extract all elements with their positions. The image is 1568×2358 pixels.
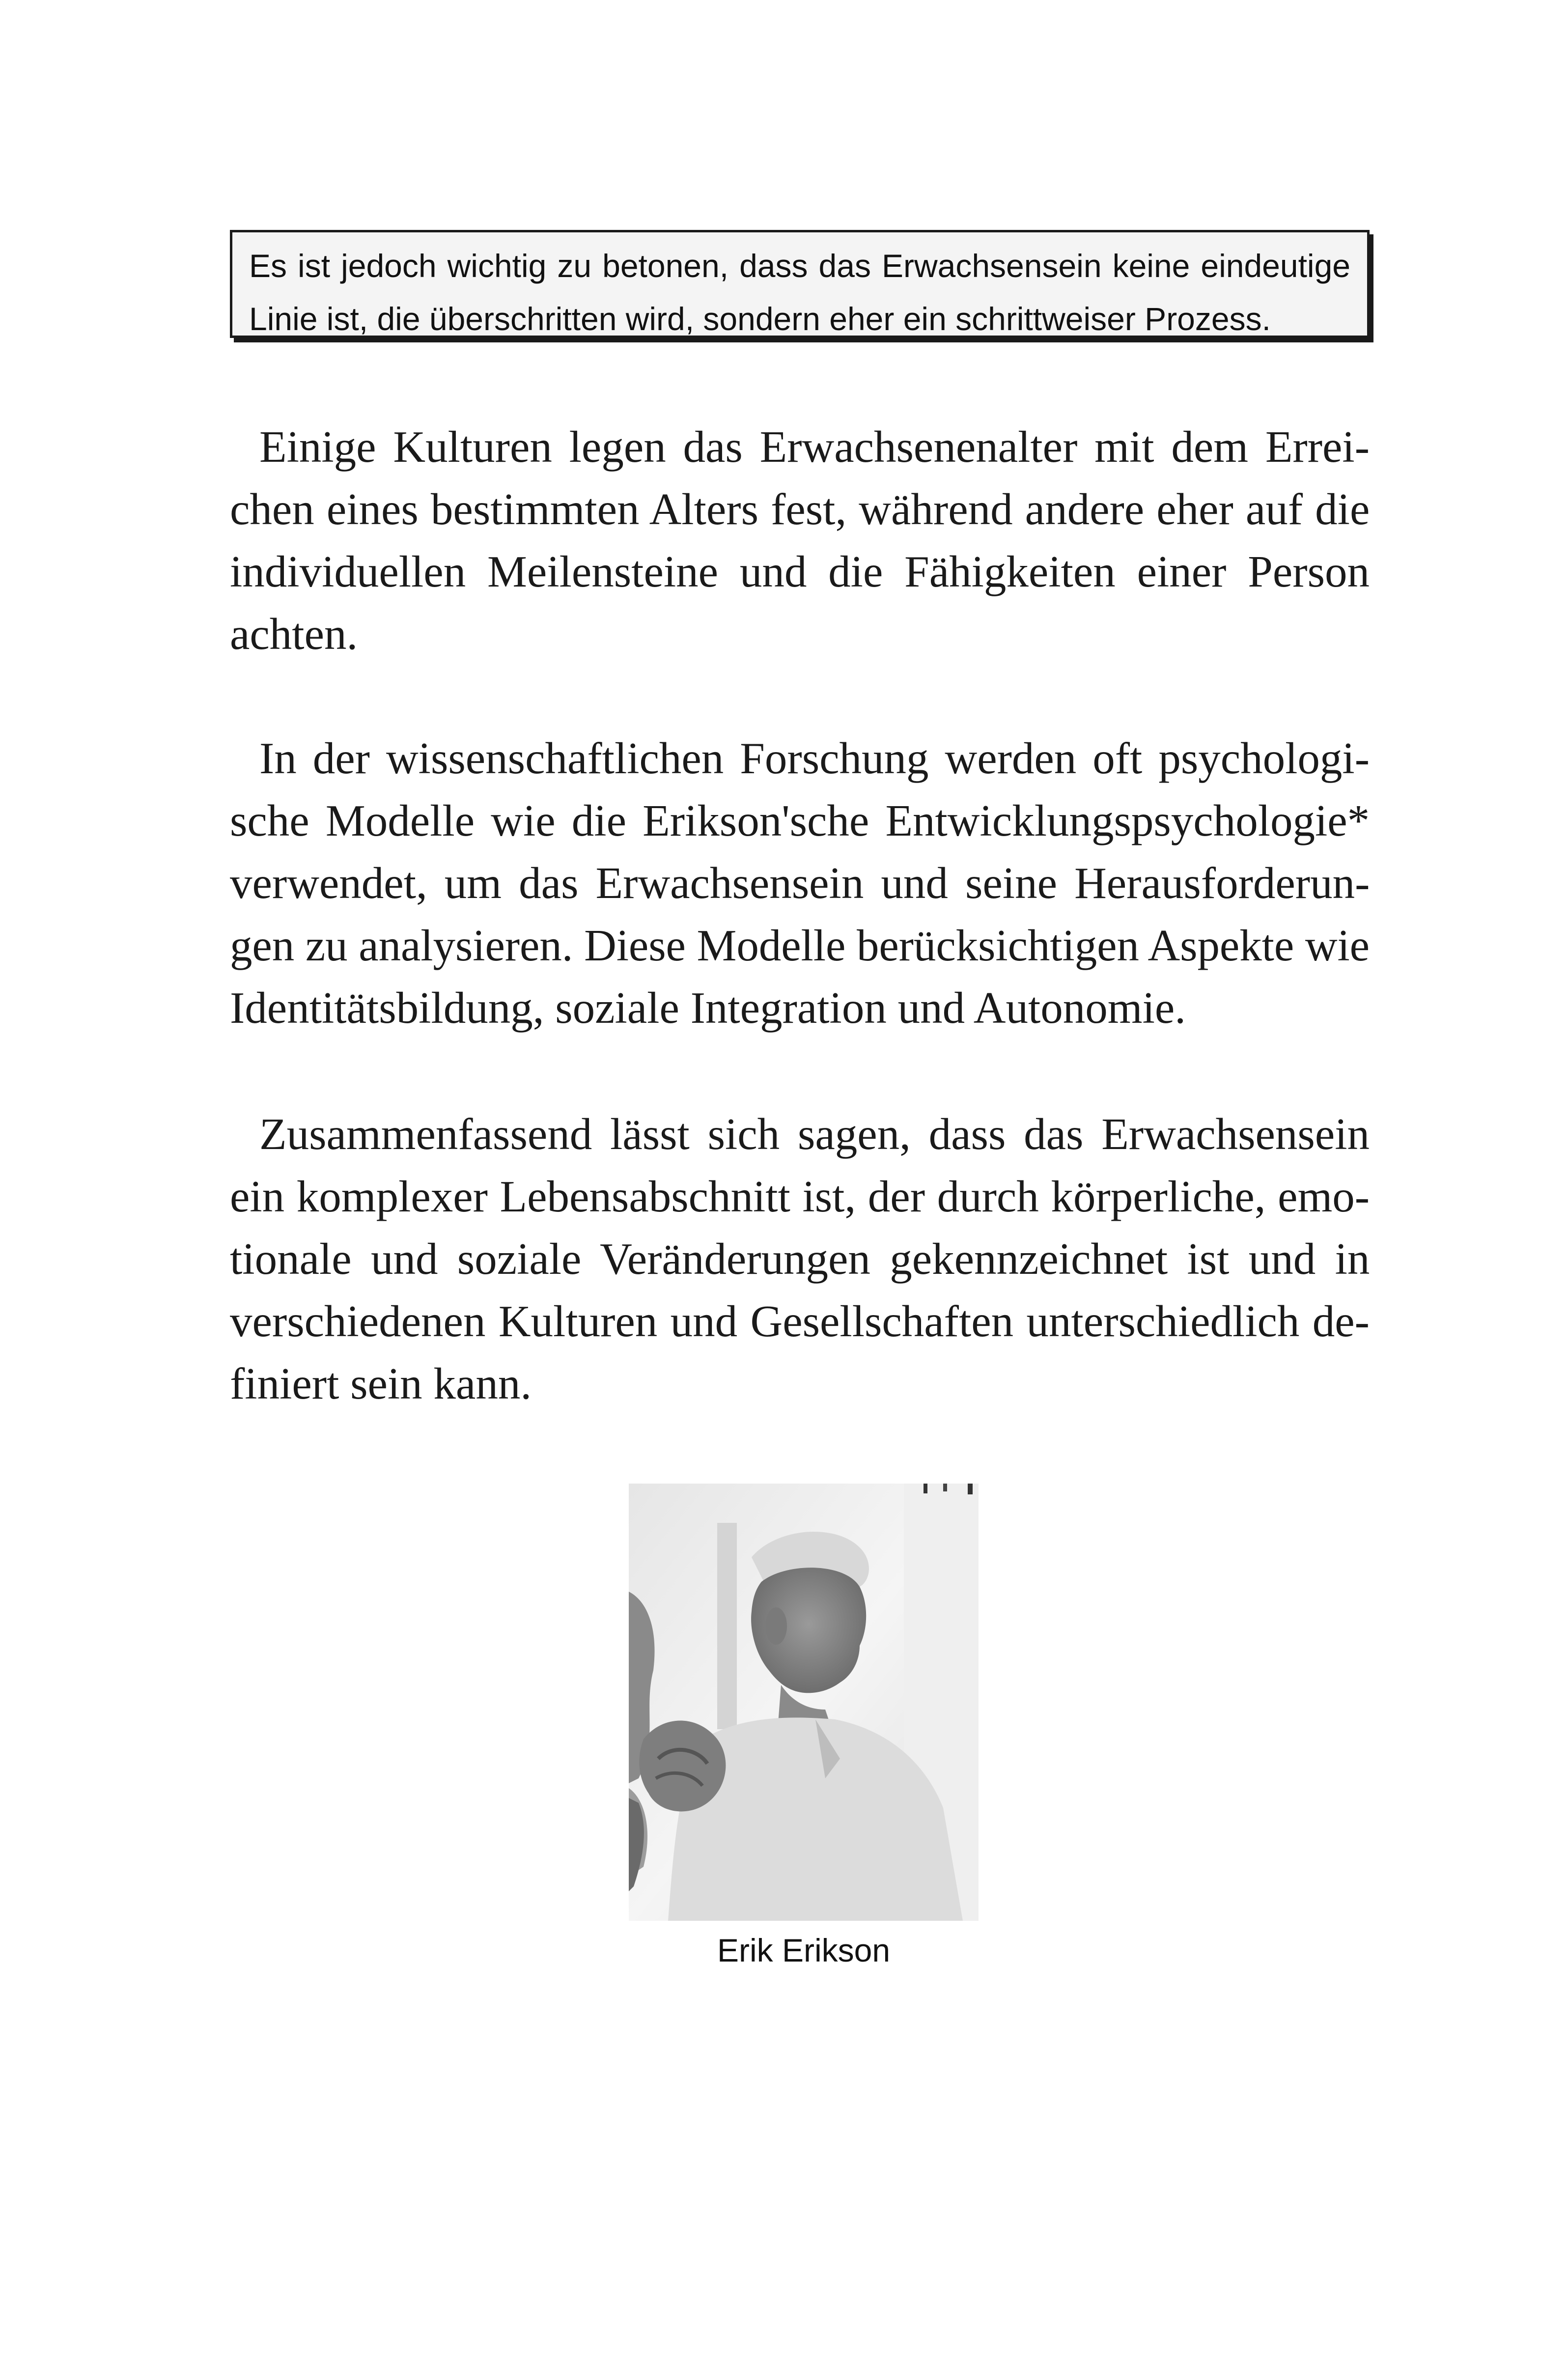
paragraph-line: verschiedenen Kulturen und Gesellschaften unterschiedlich de-	[230, 1296, 1370, 1346]
paragraph	[230, 416, 1370, 665]
highlight-box	[230, 230, 1370, 338]
paragraph-line: individuellen Meilensteine und die Fähigkeiten einer Person	[230, 547, 1370, 596]
paragraph-line: ein komplexer Lebensabschnitt ist, der durch körperliche, emo-	[230, 1172, 1370, 1221]
paragraph-line: achten.	[230, 609, 358, 659]
paragraph	[230, 1103, 1370, 1415]
paragraph	[230, 727, 1370, 1039]
highlight-line: Linie ist, die überschritten wird, sondern eher ein schrittweiser Prozess.	[249, 301, 1271, 337]
paragraph-line: tionale und soziale Veränderungen gekennzeichnet ist und in	[230, 1234, 1370, 1284]
photo-caption: Erik Erikson	[717, 1932, 891, 1968]
highlight-line: Es ist jedoch wichtig zu betonen, dass das Erwachsensein keine eindeutige	[249, 248, 1351, 284]
portrait-photo	[629, 1484, 979, 1921]
portrait-illustration	[629, 1484, 979, 1921]
paragraph-line: Einige Kulturen legen das Erwachsenenalter mit dem Errei-	[259, 422, 1370, 472]
paragraph-line: sche Modelle wie die Erikson'sche Entwicklungspsychologie*	[230, 796, 1370, 845]
paragraph-line: Zusammenfassend lässt sich sagen, dass das Erwachsensein	[259, 1109, 1370, 1159]
paragraph-line: chen eines bestimmten Alters fest, während andere eher auf die	[230, 484, 1370, 534]
paragraph-line: finiert sein kann.	[230, 1359, 532, 1408]
paragraph-line: In der wissenschaftlichen Forschung werden oft psychologi-	[259, 733, 1370, 783]
paragraph-line: Identitätsbildung, soziale Integration und Autonomie.	[230, 983, 1186, 1033]
paragraph-line: gen zu analysieren. Diese Modelle berücksichtigen Aspekte wie	[230, 921, 1370, 970]
paragraph-line: verwendet, um das Erwachsensein und seine Herausforderun-	[230, 858, 1370, 908]
